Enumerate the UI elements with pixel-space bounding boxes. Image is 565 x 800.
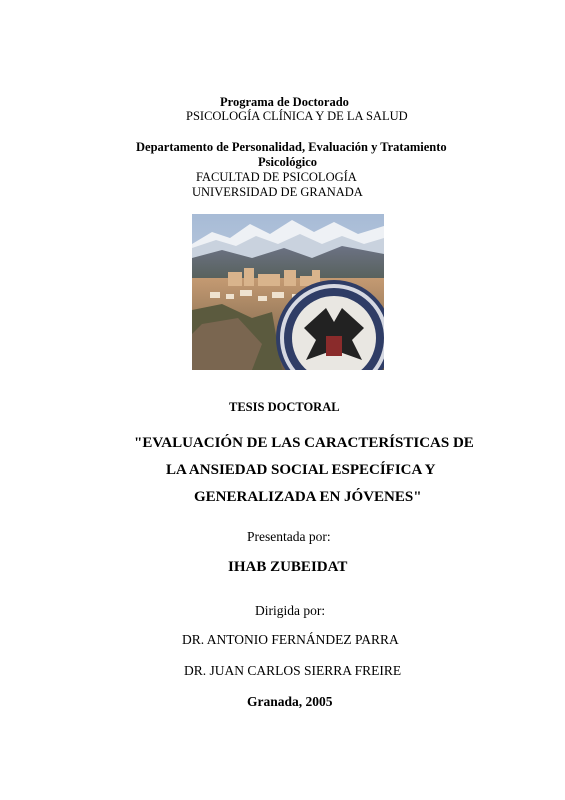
program-label: Programa de Doctorado <box>220 95 349 109</box>
faculty-name: FACULTAD DE PSICOLOGÍA <box>196 170 357 184</box>
program-name: PSICOLOGÍA CLÍNICA Y DE LA SALUD <box>186 109 408 123</box>
presented-by-label: Presentada por: <box>247 529 331 544</box>
author-name: IHAB ZUBEIDAT <box>228 559 348 575</box>
granada-alhambra-photo <box>192 214 384 370</box>
director-1: DR. ANTONIO FERNÁNDEZ PARRA <box>182 632 399 647</box>
thesis-title-line-3: GENERALIZADA EN JÓVENES" <box>194 489 422 505</box>
university-name: UNIVERSIDAD DE GRANADA <box>192 185 363 199</box>
department-line-1: Departamento de Personalidad, Evaluación y Tratamiento <box>136 140 447 154</box>
department-line-2: Psicológico <box>258 155 318 169</box>
thesis-title-line-1: "EVALUACIÓN DE LAS CARACTERÍSTICAS DE <box>134 435 474 451</box>
thesis-title-line-2: LA ANSIEDAD SOCIAL ESPECÍFICA Y <box>166 462 436 478</box>
thesis-type: TESIS DOCTORAL <box>229 400 340 414</box>
directed-by-label: Dirigida por: <box>255 603 326 618</box>
place-year: Granada, 2005 <box>247 694 333 709</box>
director-2: DR. JUAN CARLOS SIERRA FREIRE <box>184 663 402 678</box>
